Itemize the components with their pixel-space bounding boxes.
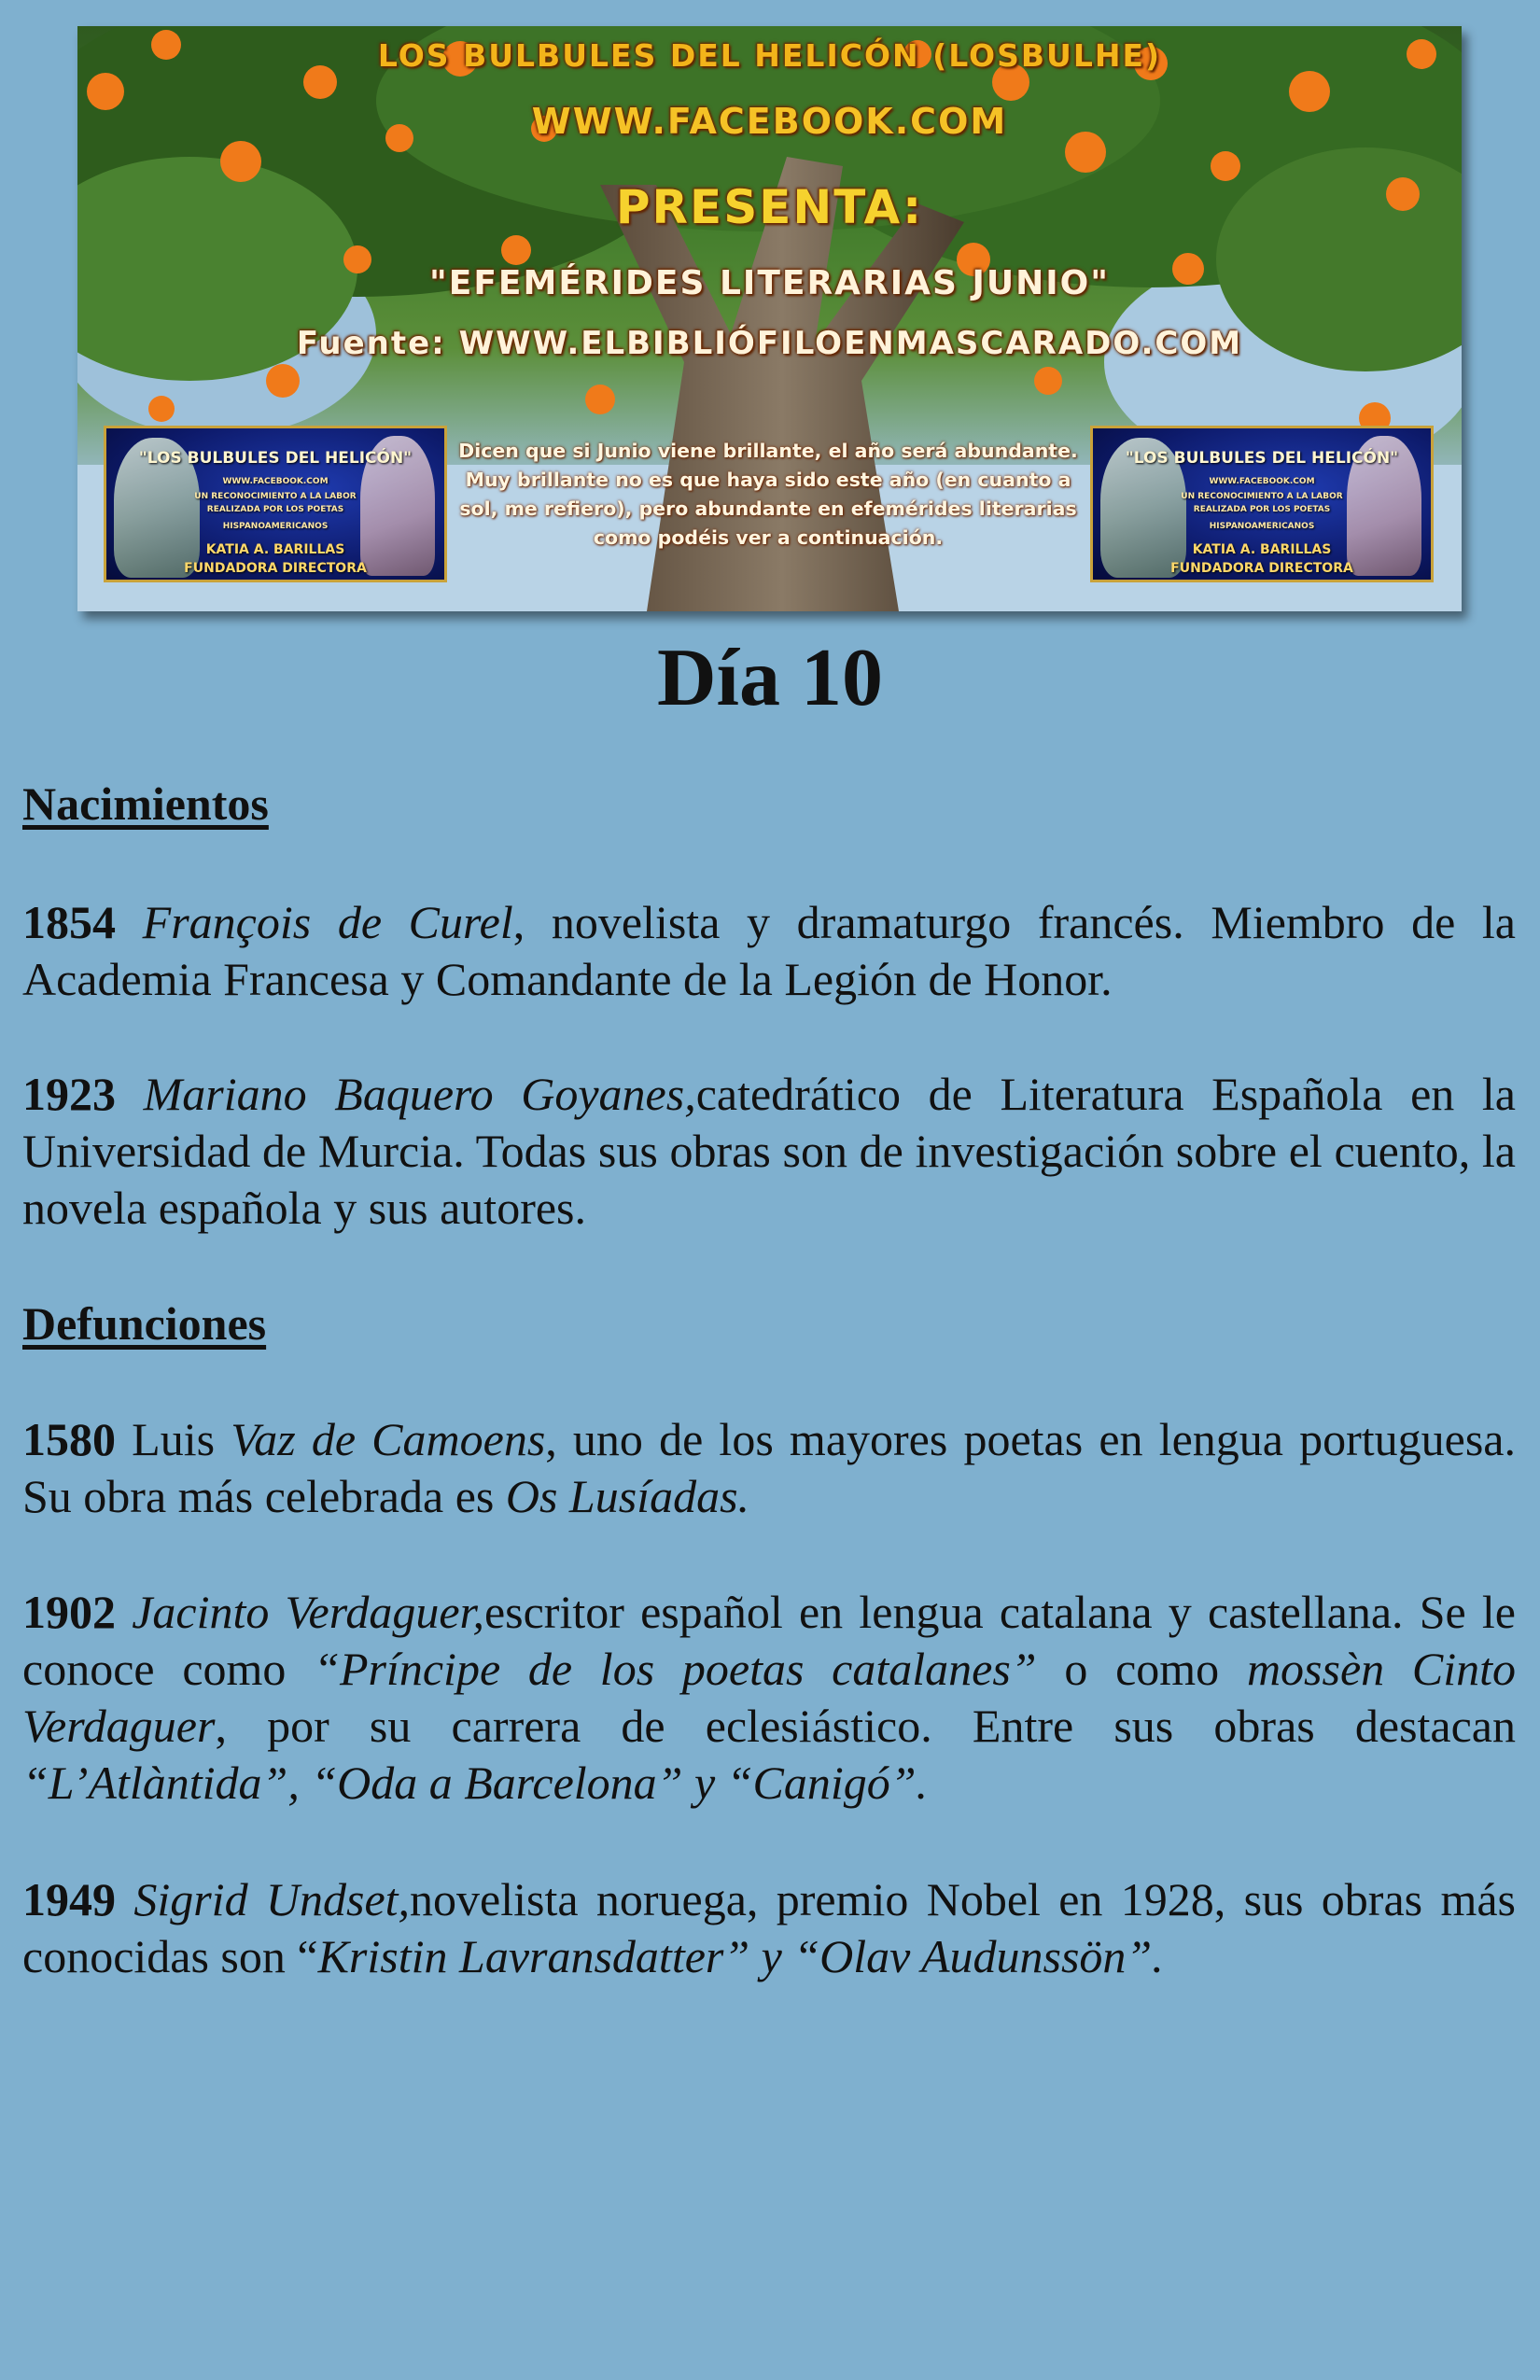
badge-title: "LOS BULBULES DEL HELICÓN" [138, 449, 413, 468]
badge-tagline: UN RECONOCIMIENTO A LA LABOR [1181, 492, 1343, 501]
birth-entry-1854 [22, 894, 1516, 1008]
entry-person: Jacinto Verdaguer, [132, 1586, 484, 1638]
banner-subtitle: "EFEMÉRIDES LITERARIAS JUNIO" [428, 264, 1110, 302]
entry-person: Sigrid Undset, [133, 1873, 411, 1925]
banner-title: LOS BULBULES DEL HELICÓN (LOSBULHE) [377, 37, 1162, 74]
header-banner [77, 26, 1462, 611]
badge-role: FUNDADORA DIRECTORA [1170, 561, 1353, 576]
badge-tagline: HISPANOAMERICANOS [222, 522, 329, 531]
entry-person: François de Curel [142, 896, 513, 948]
entry-person: Vaz de Camoens [231, 1413, 546, 1465]
badge-role: FUNDADORA DIRECTORA [184, 561, 367, 576]
entry-year: 1902 [22, 1586, 116, 1638]
entry-text: escritor español en lengua catalana y castellana. Se le conoce como [22, 1586, 1516, 1695]
entry-work: “L’Atlàntida”, “Oda a Barcelona” y “Canigó”. [22, 1757, 929, 1809]
badge-url: WWW.FACEBOOK.COM [1209, 477, 1315, 486]
deaths-heading: Defunciones [22, 1297, 267, 1350]
entry-work: Kristin Lavransdatter” y “Olav Audunssön”. [317, 1930, 1164, 1982]
births-heading: Nacimientos [22, 777, 269, 830]
entry-year: 1580 [22, 1413, 116, 1465]
entry-year: 1949 [22, 1873, 116, 1925]
badge-title: "LOS BULBULES DEL HELICÓN" [1125, 449, 1399, 468]
badge-author: KATIA A. BARILLAS [205, 542, 345, 557]
badge-tagline: REALIZADA POR LOS POETAS [1193, 505, 1331, 514]
death-entry-1949 [22, 1871, 1516, 1985]
death-entry-1580 [22, 1411, 1516, 1525]
entry-text: novelista noruega, premio Nobel en 1928, sus obras más conocidas son “ [22, 1873, 1516, 1982]
entry-text: , novelista y dramaturgo francés. Miembro de la Academia Francesa y Comandante de la Legión de Honor. [22, 896, 1517, 1005]
entry-alias: mossèn Cinto Verdaguer [22, 1643, 1517, 1752]
badge-right [1090, 426, 1434, 582]
badge-tagline: REALIZADA POR LOS POETAS [206, 505, 344, 514]
entry-work: Os Lusíadas. [505, 1470, 750, 1522]
banner-source: Fuente: WWW.ELBIBLIÓFILOENMASCARADO.COM [296, 325, 1243, 362]
entry-text: , por su carrera de eclesiástico. Entre sus obras destacan [215, 1700, 1516, 1752]
entry-text: Luis [132, 1413, 216, 1465]
page-title: Día 10 [657, 633, 883, 723]
entry-text: o como [1064, 1643, 1220, 1695]
entry-work: “Príncipe de los poetas catalanes” [314, 1643, 1037, 1695]
entry-person: Mariano Baquero Goyanes, [143, 1068, 696, 1120]
entry-year: 1923 [22, 1068, 116, 1120]
banner-quote: Dicen que si Junio viene brillante, el año será abundante. Muy brillante no es que haya sido este año (en cuanto a sol, me refiero), pero abundante en efemérides literarias como podéis ver a continuación. [458, 440, 1078, 549]
badge-tagline: UN RECONOCIMIENTO A LA LABOR [194, 492, 357, 501]
birth-entry-1923 [22, 1066, 1516, 1237]
death-entry-1902 [22, 1584, 1516, 1812]
banner-presenta: PRESENTA: [615, 180, 924, 234]
entry-text: catedrático de Literatura Española en la Universidad de Murcia. Todas sus obras son de investigación sobre el cuento, la novela española y sus autores. [22, 1068, 1516, 1234]
banner-facebook-url: WWW.FACEBOOK.COM [531, 101, 1008, 142]
badge-tagline: HISPANOAMERICANOS [1209, 522, 1315, 531]
badge-author: KATIA A. BARILLAS [1192, 542, 1332, 557]
entry-year: 1854 [22, 896, 116, 948]
entry-text: , uno de los mayores poetas en lengua portuguesa. Su obra más celebrada es [22, 1413, 1517, 1522]
badge-left [104, 426, 447, 582]
badge-url: WWW.FACEBOOK.COM [222, 477, 329, 486]
